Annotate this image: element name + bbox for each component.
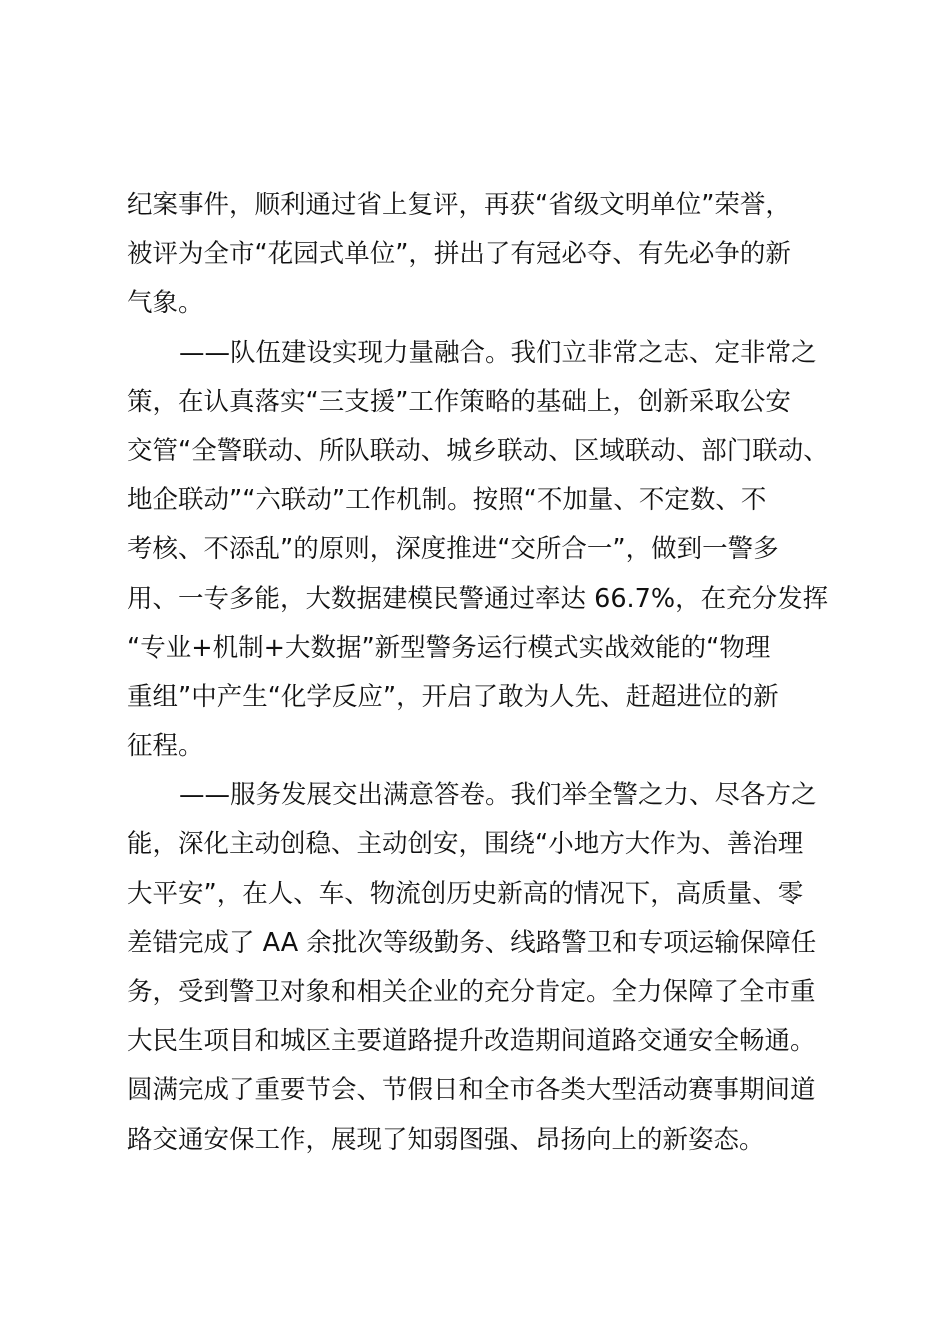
text-line: 策，在认真落实“三支援”工作策略的基础上，创新采取公安: [127, 386, 791, 417]
text-line: 被评为全市“花园式单位”，拼出了有冠必夺、有先必争的新: [127, 239, 791, 270]
paragraph-service-development: [127, 771, 837, 1165]
text-line: 征程。: [127, 731, 204, 762]
text-line: 重组”中产生“化学反应”，开启了敢为人先、赶超进位的新: [127, 681, 779, 712]
text-line: ——服务发展交出满意答卷。我们举全警之力、尽各方之: [179, 780, 817, 811]
text-line: 交管“全警联动、所队联动、城乡联动、区域联动、部门联动、: [127, 435, 829, 466]
text-line: 大平安”，在人、车、物流创历史新高的情况下，高质量、零: [127, 878, 804, 909]
text-line: 路交通安保工作，展现了知弱图强、昂扬向上的新姿态。: [127, 1124, 765, 1155]
text-line: 考核、不添乱”的原则，深度推进“交所合一”，做到一警多: [127, 534, 779, 565]
text-line: 差错完成了 AA 余批次等级勤务、线路警卫和专项运输保障任: [127, 927, 817, 958]
text-line: 纪案事件，顺利通过省上复评，再获“省级文明单位”荣誉，: [127, 190, 791, 220]
text-line: 能，深化主动创稳、主动创安，围绕“小地方大作为、善治理: [127, 829, 804, 860]
text-line: 用、一专多能，大数据建模民警通过率达 66.7%，在充分发挥: [127, 583, 829, 614]
text-line: ——队伍建设实现力量融合。我们立非常之志、定非常之: [179, 337, 817, 368]
text-line: “专业+机制+大数据”新型警务运行模式实战效能的“物理: [127, 632, 771, 663]
text-line: 气象。: [127, 288, 204, 319]
text-line: 地企联动”“六联动”工作机制。按照“不加量、不定数、不: [127, 485, 767, 516]
paragraph-honors: [127, 181, 837, 329]
text-line: 大民生项目和城区主要道路提升改造期间道路交通安全畅通。: [127, 1026, 816, 1057]
paragraph-team-building: [127, 329, 837, 772]
text-line: 圆满完成了重要节会、节假日和全市各类大型活动赛事期间道: [127, 1075, 816, 1106]
document-body: [127, 181, 837, 1165]
text-line: 务，受到警卫对象和相关企业的充分肯定。全力保障了全市重: [127, 977, 816, 1007]
